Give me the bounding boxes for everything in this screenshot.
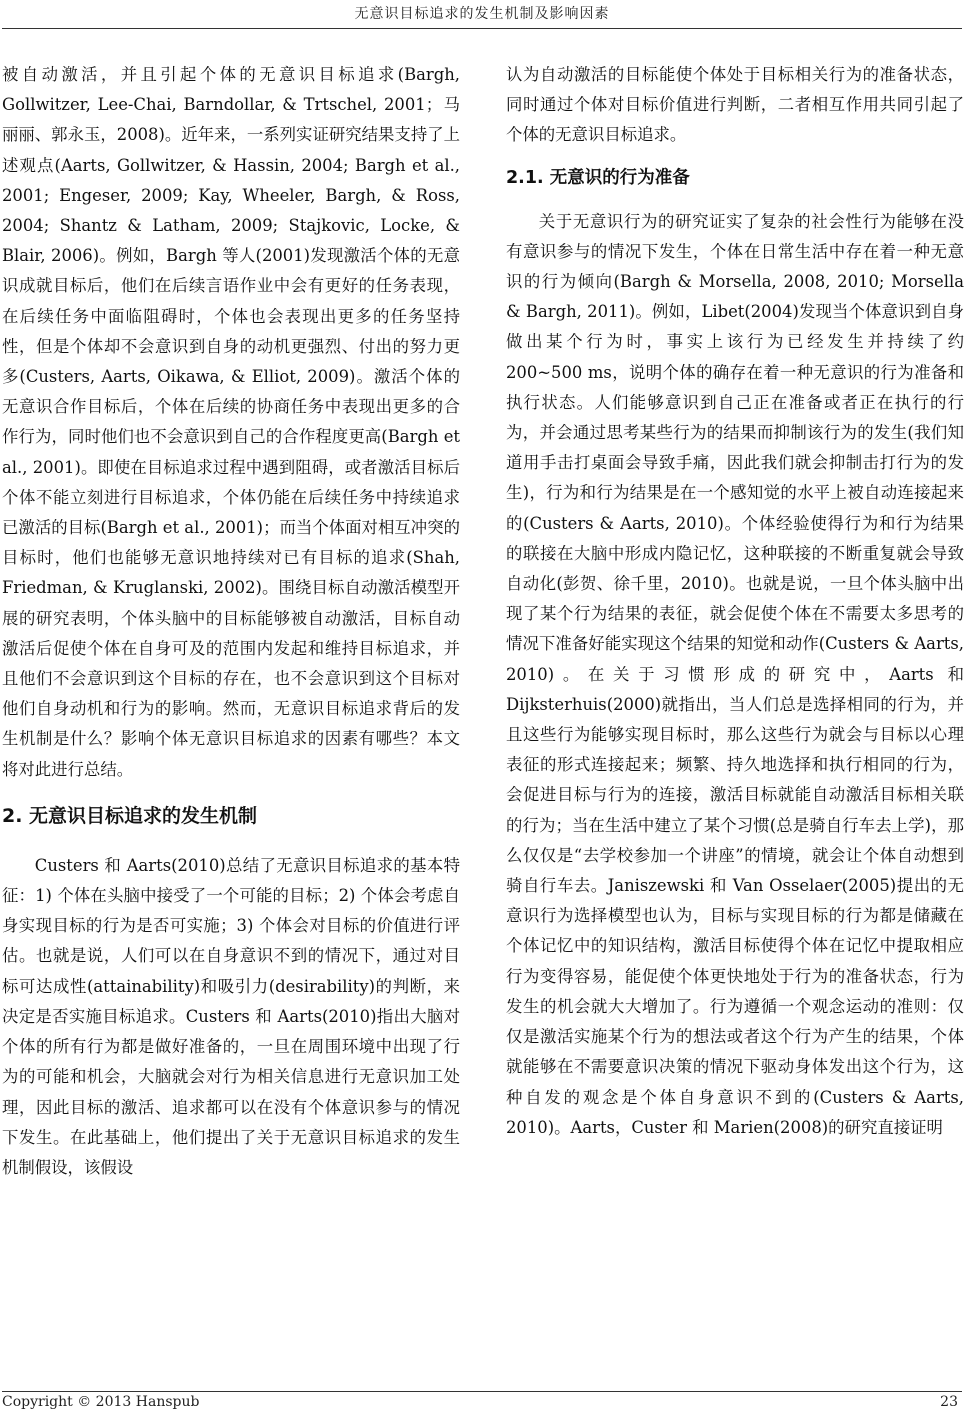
header-divider xyxy=(2,28,962,29)
copyright-notice: Copyright © 2013 Hanspub xyxy=(2,1394,200,1410)
left-paragraph-2: Custers 和 Aarts(2010)总结了无意识目标追求的基本特征：1) 个体在头脑中接受了一个可能的目标；2) 个体会考虑自身实现目标的行为是否可实施；3) 个体会对目标的价值进行评估。也就是说，人们可以在自身意识不到的情况下，通过对目标可达成性(attainability)和吸引力(desirability)的判断，来决定是否实施目标追求。Custers 和 Aarts(2010)指出大脑对个体的所有行为都是做好准备的，一旦在周围环境中出现了行为的可能和机会，大脑就会对行为相关信息进行无意识加工处理，因此目标的激活、追求都可以在没有个体意识参与的情况下发生。在此基础上，他们提出了关于无意识目标追求的发生机制假设，该假设 xyxy=(2,855,460,1177)
left-column xyxy=(2,60,460,1183)
subsection-heading: 2.1. 无意识的行为准备 xyxy=(506,167,690,188)
right-column xyxy=(506,60,964,1143)
page-number: 23 xyxy=(940,1394,958,1410)
footer-divider xyxy=(2,1391,962,1392)
section-heading: 2. 无意识目标追求的发生机制 xyxy=(2,804,258,827)
right-paragraph-2: 关于无意识行为的研究证实了复杂的社会性行为能够在没有意识参与的情况下发生，个体在日常生活中存在着一种无意识的行为倾向(Bargh & Morsella, 2008, 2010; Morsella & Bargh, 2011)。例如，Libet(2004)发现当个体意识到自身做出某个行为时，事实上该行为已经发生并持续了约 200~500 ms，说明个体的确存在着一种无意识的行为准备和执行状态。人们能够意识到自己正在准备或者正在执行的行为，并会通过思考某些行为的结果而抑制该行为的发生(我们知道用手击打桌面会导致手痛，因此我们就会抑制击打行为的发生)，行为和行为结果是在一个感知觉的水平上被自动连接起来的(Custers & Aarts, 2010)。个体经验使得行为和行为结果的联接在大脑中形成内隐记忆，这种联接的不断重复就会导致自动化(彭贺、徐千里，2010)。也就是说，一旦个体头脑中出现了某个行为结果的表征，就会促使个体在不需要太多思考的情况下准备好能实现这个结果的知觉和动作(Custers & Aarts, 2010)。在关于习惯形成的研究中，Aarts 和 Dijksterhuis(2000)就指出，当人们总是选择相同的行为，并且这些行为能够实现目标时，那么这些行为就会与目标以心理表征的形式连接起来；频繁、持久地选择和执行相同的行为，会促进目标与行为的连接，激活目标就能自动激活目标相关联的行为；当在生活中建立了某个习惯(总是骑自行车去上学)，那么仅仅是“去学校参加一个讲座”的情境，就会让个体自动想到骑自行车去。Janiszewski 和 Van Osselaer(2005)提出的无意识行为选择模型也认为，目标与实现目标的行为都是储藏在个体记忆中的知识结构，激活目标使得个体在记忆中提取相应行为变得容易，能促使个体更快地处于行为的准备状态，行为发生的机会就大大增加了。行为遵循一个观念运动的准则：仅仅是激活实施某个行为的想法或者这个行为产生的结果，个体就能够在不需要意识决策的情况下驱动身体发出这个行为，这种自发的观念是个体自身意识不到的(Custers & Aarts, 2010)。Aarts，Custer 和 Marien(2008)的研究直接证明 xyxy=(506,211,964,1137)
left-paragraph-1: 被自动激活，并且引起个体的无意识目标追求(Bargh, Gollwitzer, Lee-Chai, Barndollar, & Trtschel, 2001；马丽丽、郭永玉，2008)。近年来，一系列实证研究结果支持了上述观点(Aarts, Gollwitzer, & Hassin, 2004; Bargh et al., 2001; Engeser, 2009; Kay, Wheeler, Bargh, & Ross, 2004; Shantz & Latham, 2009; Stajkovic, Locke, & Blair, 2006)。例如，Bargh 等人(2001)发现激活个体的无意识成就目标后，他们在后续言语作业中会有更好的任务表现，在后续任务中面临阻碍时，个体也会表现出更多的任务坚持性，但是个体却不会意识到自身的动机更强烈、付出的努力更多(Custers, Aarts, Oikawa, & Elliot, 2009)。激活个体的无意识合作目标后，个体在后续的协商任务中表现出更多的合作行为，同时他们也不会意识到自己的合作程度更高(Bargh et al., 2001)。即使在目标追求过程中遇到阻碍，或者激活目标后个体不能立刻进行目标追求，个体仍能在后续任务中持续追求已激活的目标(Bargh et al., 2001)；而当个体面对相互冲突的目标时，他们也能够无意识地持续对已有目标的追求(Shah, Friedman, & Kruglanski, 2002)。围绕目标自动激活模型开展的研究表明，个体头脑中的目标能够被自动激活，目标自动激活后促使个体在自身可及的范围内发起和维持目标追求，并且他们不会意识到这个目标的存在，也不会意识到这个目标对他们自身动机和行为的影响。然而，无意识目标追求背后的发生机制是什么？影响个体无意识目标追求的因素有哪些？本文将对此进行总结。 xyxy=(2,65,460,779)
right-paragraph-1: 认为自动激活的目标能使个体处于目标相关行为的准备状态，同时通过个体对目标价值进行判断，二者相互作用共同引起了个体的无意识目标追求。 xyxy=(506,65,964,145)
running-header: 无意识目标追求的发生机制及影响因素 xyxy=(354,6,610,22)
